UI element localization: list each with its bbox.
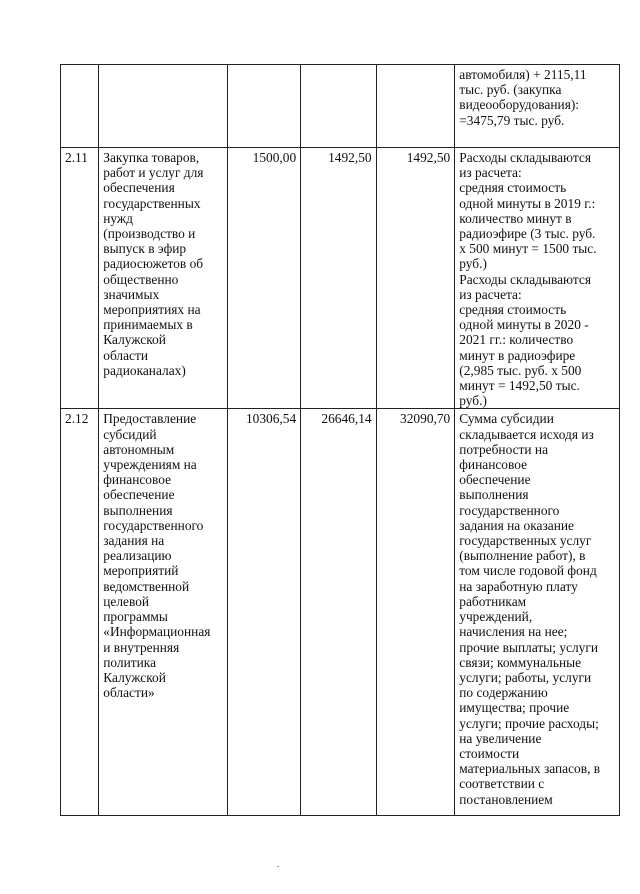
justification-cell — [455, 65, 620, 148]
justification-line: на увеличение — [459, 730, 542, 746]
value-2020-cell: 1492,50 — [301, 148, 376, 409]
justification-line: Расходы складываются — [459, 150, 591, 165]
value-2021-cell: 32090,70 — [376, 409, 455, 816]
justification-line: государственного — [459, 502, 560, 518]
item-name-line: общественно — [103, 271, 179, 287]
table-row — [61, 409, 620, 816]
row-number-cell — [61, 65, 99, 148]
scan-speck — [277, 866, 279, 867]
justification-cell — [455, 148, 620, 409]
justification-line: 2021 гг.: количество — [459, 332, 574, 348]
justification-line: (2,985 тыс. руб. х 500 — [459, 362, 582, 378]
justification-line: финансовое — [459, 457, 528, 473]
justification-line: том числе годовой фонд — [459, 563, 597, 579]
value-2019-cell: 1500,00 — [227, 148, 300, 409]
value-2019-cell: 10306,54 — [227, 409, 300, 816]
item-name-line: нужд — [103, 210, 133, 226]
item-name-line: области» — [103, 685, 155, 701]
item-name-line: обеспечение — [103, 487, 175, 503]
item-name-line: автономным — [103, 441, 175, 457]
justification-line: потребности на — [459, 441, 549, 457]
justification-line: задания на оказание — [459, 517, 574, 533]
item-name-line: политика — [103, 654, 157, 670]
justification-line: Расходы складываются — [459, 271, 591, 287]
item-name-line: и внутренняя — [103, 639, 180, 655]
item-name-line: радиосюжетов об — [103, 256, 204, 272]
item-name-line: (производство и — [103, 226, 196, 242]
justification-line: минут = 1492,50 тыс. — [459, 378, 580, 394]
item-name-line: выпуск в эфир — [103, 241, 187, 257]
justification-line: одной минуты в 2019 г.: — [459, 195, 596, 211]
item-name-line: обеспечения — [103, 180, 175, 196]
item-name-line: ведомственной — [103, 578, 190, 594]
table-row — [61, 148, 620, 409]
row-number-cell: 2.12 — [61, 409, 99, 816]
justification-line: средняя стоимость — [459, 180, 567, 196]
justification-line: минут в радиоэфире — [459, 347, 576, 363]
justification-line: связи; коммунальные — [459, 654, 582, 670]
item-name-cell — [99, 409, 228, 816]
justification-line: Сумма субсидии — [459, 411, 554, 427]
item-name-line: государственных — [103, 195, 201, 211]
row-number-cell: 2.11 — [61, 148, 99, 409]
justification-line: средняя стоимость — [459, 302, 567, 318]
item-name-line: принимаемых в — [103, 317, 193, 333]
value-2019-cell — [227, 65, 300, 148]
justification-line: стоимости — [459, 745, 520, 761]
value-2020-cell — [301, 65, 376, 148]
value-2020-cell: 26646,14 — [301, 409, 376, 816]
item-name-cell — [99, 65, 228, 148]
justification-line: соответствии с — [459, 776, 545, 792]
justification-line: радиоэфире (3 тыс. руб. — [459, 226, 596, 242]
item-name-line: «Информационная — [103, 624, 211, 640]
justification-line: х 500 минут = 1500 тыс. — [459, 241, 597, 257]
justification-line: количество минут в — [459, 210, 572, 226]
expense-justification-table — [60, 64, 620, 816]
justification-line: автомобиля) + 2115,11 — [459, 67, 587, 82]
justification-line: обеспечение — [459, 472, 531, 488]
justification-line: имущества; прочие — [459, 700, 570, 716]
item-name-line: реализацию — [103, 548, 172, 564]
justification-line: руб.) — [459, 393, 487, 409]
justification-line: государственных услуг — [459, 533, 592, 549]
item-name-cell — [99, 148, 228, 409]
justification-line: выполнения — [459, 487, 529, 503]
justification-line: услуги; работы, услуги — [459, 669, 592, 685]
justification-line: тыс. руб. (закупка — [459, 82, 562, 98]
justification-cell — [455, 409, 620, 816]
item-name-line: работ и услуг для — [103, 165, 204, 181]
item-name-line: Калужской — [103, 332, 166, 348]
justification-line: руб.) — [459, 256, 487, 272]
item-name-line: государственного — [103, 517, 204, 533]
value-2021-cell: 1492,50 — [376, 148, 455, 409]
item-name-line: финансовое — [103, 472, 172, 488]
justification-line: материальных запасов, в — [459, 761, 601, 777]
item-name-line: выполнения — [103, 502, 173, 518]
justification-line: из расчета: — [459, 286, 522, 302]
justification-line: (выполнение работ), в — [459, 548, 586, 564]
item-name-line: Предоставление — [103, 411, 197, 427]
justification-line: постановлением — [459, 791, 553, 807]
item-name-line: Калужской — [103, 669, 166, 685]
justification-line: учреждений, — [459, 609, 533, 625]
item-name-line: значимых — [103, 286, 160, 302]
justification-line: прочие выплаты; услуги — [459, 639, 599, 655]
justification-line: на заработную плату — [459, 578, 578, 594]
justification-line: складывается исходя из — [459, 426, 594, 442]
value-2021-cell — [376, 65, 455, 148]
item-name-line: области — [103, 347, 149, 363]
item-name-line: учреждениям на — [103, 457, 197, 473]
item-name-line: мероприятиях на — [103, 302, 201, 318]
justification-line: видеооборудования): — [459, 97, 580, 113]
item-name-line: целевой — [103, 593, 150, 609]
item-name-line: радиоканалах) — [103, 362, 186, 378]
item-name-line: мероприятий — [103, 563, 179, 579]
justification-line: начисления на нее; — [459, 624, 568, 640]
item-name-line: программы — [103, 609, 168, 625]
item-name-line: субсидий — [103, 426, 157, 442]
item-name-line: задания на — [103, 533, 165, 549]
justification-line: работникам — [459, 593, 527, 609]
justification-line: из расчета: — [459, 165, 522, 181]
table-row — [61, 65, 620, 148]
item-name-line: Закупка товаров, — [103, 150, 200, 165]
justification-line: по содержанию — [459, 685, 548, 701]
justification-line: услуги; прочие расходы; — [459, 715, 599, 731]
justification-line: одной минуты в 2020 - — [459, 317, 589, 333]
justification-line: =3475,79 тыс. руб. — [459, 112, 565, 128]
